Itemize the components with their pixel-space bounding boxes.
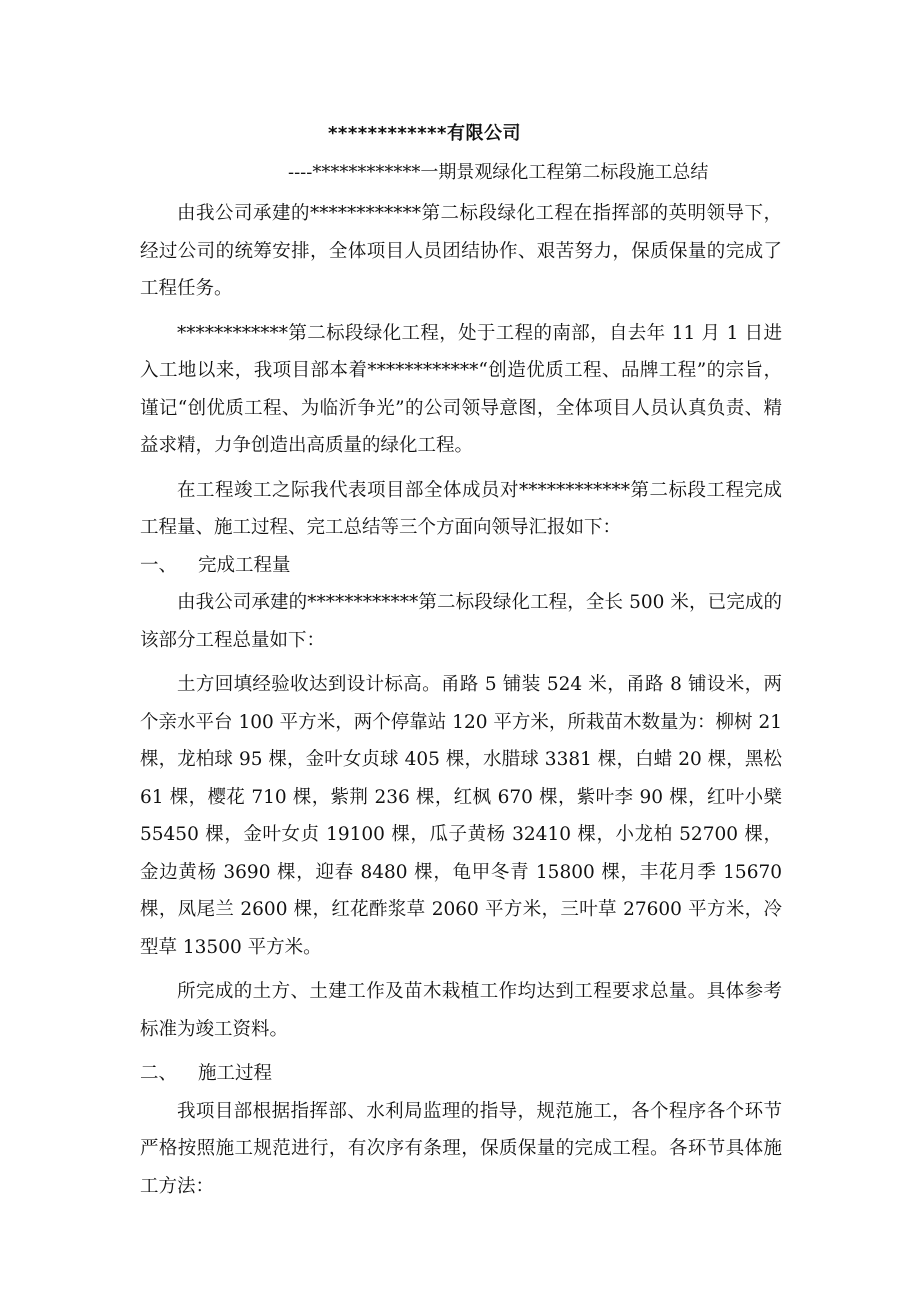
paragraph-report-scope: 在工程竣工之际我代表项目部全体成员对************第二标段工程完成工程量、施工过程、完工总结等三个方面向领导汇报如下：: [140, 479, 782, 538]
document-subtitle: ----************一期景观绿化工程第二标段施工总结: [288, 162, 709, 183]
paragraph-process: 我项目部根据指挥部、水利局监理的指导，规范施工，各个程序各个环节严格按照施工规范进行，有次序有条理，保质保量的完成工程。各环节具体施工方法：: [140, 1100, 782, 1197]
paragraph-intro: 由我公司承建的************第二标段绿化工程在指挥部的英明领导下，经过公司的统筹安排，全体项目人员团结协作、艰苦努力，保质保量的完成了工程任务。: [140, 203, 782, 299]
section-title: 施工过程: [198, 1063, 273, 1084]
paragraph-quantities-intro: 由我公司承建的************第二标段绿化工程，全长 500 米，已完成的该部分工程总量如下：: [140, 592, 782, 651]
section-heading-quantities: [140, 547, 782, 585]
paragraph-quantities-summary: 所完成的土方、土建工作及苗木栽植工作均达到工程要求总量。具体参考标准为竣工资料。: [140, 981, 782, 1040]
section-number: 一、: [140, 554, 178, 576]
document-body: [140, 195, 782, 1205]
section-title: 完成工程量: [198, 554, 291, 576]
section-heading-process: [140, 1055, 782, 1093]
document-title: ************有限公司: [328, 123, 521, 144]
section-number: 二、: [140, 1063, 178, 1084]
paragraph-background: ************第二标段绿化工程，处于工程的南部，自去年 11 月 1 日进入工地以来，我项目部本着************“创造优质工程、品牌工程”的宗旨，谨记“创优质工程、为临沂争光”的公司领导意图，全体项目人员认真负责、精益求精，力争创造出高质量的绿化工程。: [140, 322, 782, 456]
paragraph-quantities-detail: 土方回填经验收达到设计标高。甬路 5 铺装 524 米，甬路 8 铺设米，两个亲水平台 100 平方米，两个停靠站 120 平方米，所栽苗木数量为：柳树 21 棵，龙柏球 95 棵，金叶女贞球 405 棵，水腊球 3381 棵，白蜡 20 棵，黑松 61 棵，樱花 710 棵，紫荆 236 棵，红枫 670 棵，紫叶李 90 棵，红叶小檗 55450 棵，金叶女贞 19100 棵，瓜子黄杨 32410 棵，小龙柏 52700 棵，金边黄杨 3690 棵，迎春 8480 棵，龟甲冬青 15800 棵，丰花月季 15670 棵，凤尾兰 2600 棵，红花酢浆草 2060 平方米，三叶草 27600 平方米，冷型草 13500 平方米。: [140, 674, 782, 958]
